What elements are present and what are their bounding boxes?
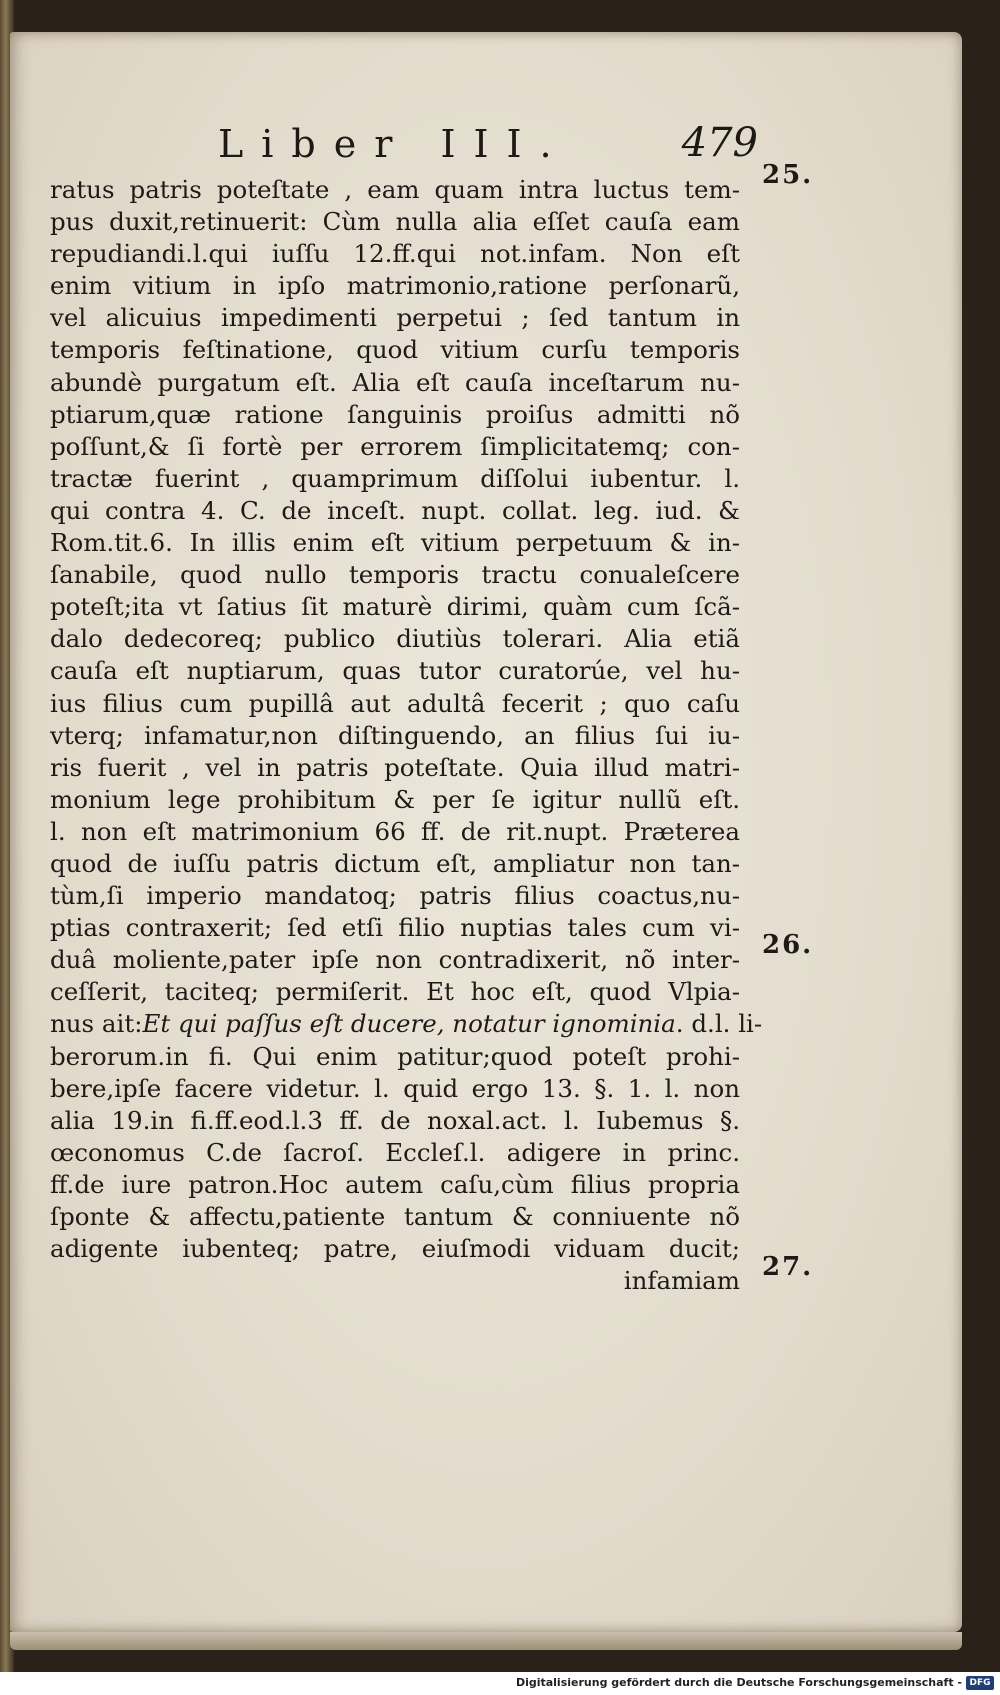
text-line: vel alicuius impedimenti perpetui ; ſed tantum in [50,303,740,333]
text-line: cauſa eſt nuptiarum, quas tutor curatorúe, vel hu- [50,656,740,686]
text-line: dalo dedecoreq; publico diutiùs tolerari. Alia etiã [50,624,740,654]
margin-number: 26. [762,930,814,960]
text-line: repudiandi.l.qui iuſſu 12.ff.qui not.infam. Non eſt [50,239,740,269]
text-line: poſſunt,& ſi fortè per errorem ſimplicitatemq; con- [50,431,740,461]
text-line: l. non eſt matrimonium 66 ff. de rit.nupt. Præterea [50,816,740,846]
text-line: quod de iuſſu patris dictum eſt, ampliatur non tan- [50,848,740,878]
text-line: enim vitium in ipſo matrimonio,ratione perſonarũ, [50,271,740,301]
text-line: ptiarum,quæ ratione ſanguinis proiſus admitti nõ [50,399,740,429]
body-text [50,174,763,1297]
text-fragment: nus ait: [50,1009,143,1039]
text-line: abundè purgatum eſt. Alia eſt cauſa inceſtarum nu- [50,367,740,397]
text-line: tùm,ſi imperio mandatoq; patris filius coactus,nu- [50,881,740,911]
text-line: vterq; infamatur,non diſtinguendo, an filius ſui iu- [50,720,740,750]
text-line: Rom.tit.6. In illis enim eſt vitium perpetuum & in- [50,528,740,558]
dfg-logo-icon: DFG [966,1676,994,1690]
margin-number: 27. [762,1252,814,1282]
text-line: œconomus C.de ſacroſ. Eccleſ.l. adigere in princ. [50,1137,740,1167]
running-title: Liber III. [218,122,570,166]
text-line: ceſſerit, taciteq; permiſerit. Et hoc eſt, quod Vlpia- [50,977,740,1007]
text-line: monium lege prohibitum & per ſe igitur nullũ eſt. [50,784,740,814]
italic-quotation: Et qui paſſus eſt ducere, notatur ignominia [142,1009,676,1039]
text-line: ſanabile, quod nullo temporis tractu conualeſcere [50,560,740,590]
text-line: alia 19.in fi.ff.eod.l.3 ff. de noxal.act. l. Iubemus §. [50,1105,740,1135]
text-line: bere,ipſe facere videtur. l. quid ergo 13. §. 1. l. non [50,1073,740,1103]
text-line: adigente iubenteq; patre, eiuſmodi viduam ducit; [50,1234,740,1264]
margin-number: 25. [762,160,814,190]
funding-credit: Digitalisierung gefördert durch die Deutsche Forschungsgemeinschaft - [515,1676,962,1689]
text-line: ius filius cum pupillâ aut adultâ fecerit ; quo caſu [50,688,740,718]
catchword: infamiam [623,1266,740,1296]
text-line: ptias contraxerit; ſed etſi filio nuptias tales cum vi- [50,913,740,943]
page-number: 479 [681,120,758,166]
text-line: berorum.in fi. Qui enim patitur;quod poteſt prohi- [50,1041,740,1071]
text-line-with-quote [50,1008,763,1040]
page-bottom-edge [10,1632,962,1650]
text-line: temporis feſtinatione, quod vitium curſu temporis [50,335,740,365]
digitization-footer [0,1672,1000,1695]
text-line: poteſt;ita vt ſatius ſit maturè dirimi, quàm cum ſcã- [50,592,740,622]
text-line: ff.de iure patron.Hoc autem caſu,cùm filius propria [50,1169,740,1199]
text-line: ſponte & affectu,patiente tantum & conniuente nõ [50,1202,740,1231]
text-fragment: . d.l. li- [675,1009,763,1039]
text-line: qui contra 4. C. de inceſt. nupt. collat. leg. iud. & [50,495,740,525]
text-line: ratus patris poteſtate , eam quam intra luctus tem- [50,175,740,204]
text-line: duâ moliente,pater ipſe non contradixerit, nõ inter- [50,945,740,975]
text-line: pus duxit,retinuerit: Cùm nulla alia eſſet cauſa eam [50,207,740,237]
text-line: tractæ fuerint , quamprimum diſſolui iubentur. l. [50,463,740,493]
text-line: ris fuerit , vel in patris poteſtate. Quia illud matri- [50,752,740,782]
running-header [218,116,758,172]
